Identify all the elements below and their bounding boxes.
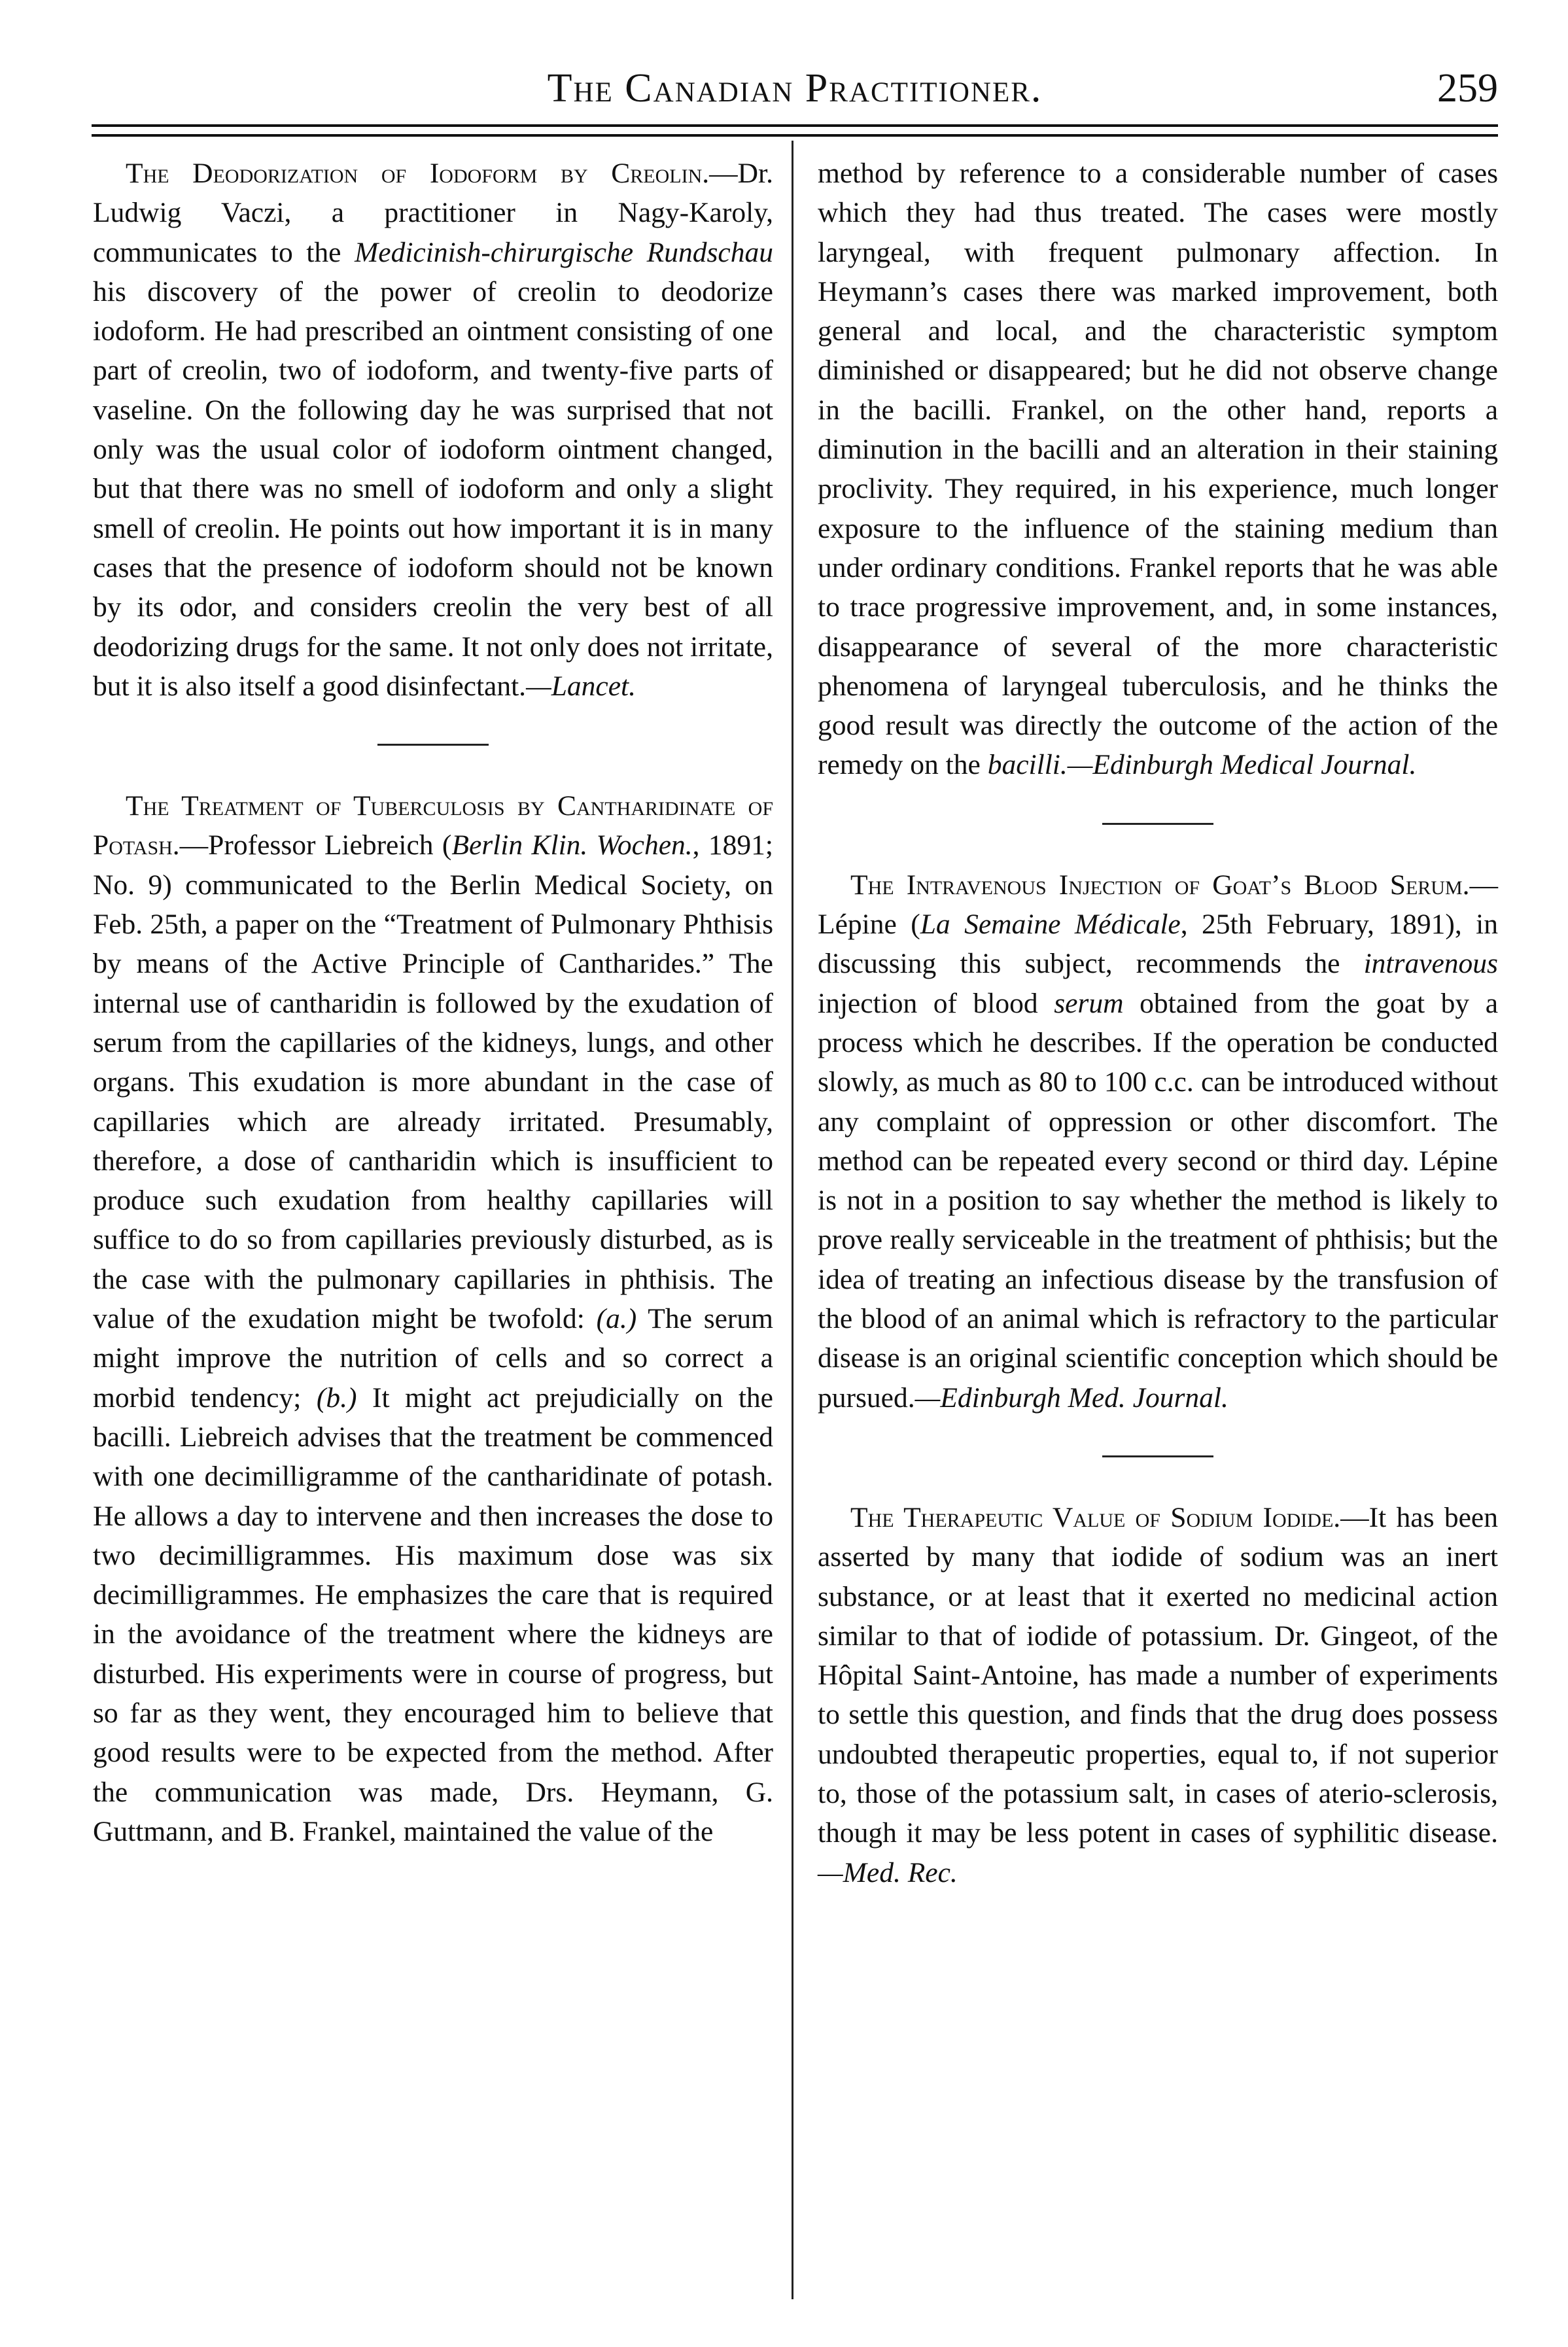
italic-word: bacilli. — [987, 749, 1068, 781]
article-tuberculosis-continued — [818, 154, 1498, 785]
article-goat-blood-serum — [818, 865, 1498, 1417]
article-paragraph — [93, 786, 773, 1851]
article-text: —Dr. Ludwig Vaczi, a practitioner in Nagy-Karoly, communicates to the — [93, 158, 773, 268]
header-rule-top — [92, 124, 1498, 127]
section-separator — [1102, 1455, 1213, 1457]
article-title: The Intravenous Injection of Goat’s Blood Serum. — [850, 869, 1470, 901]
article-text: his discovery of the power of creolin to deodorize iodoform. He had prescribed an ointment consisting of one part of creolin, two of iodoform, and twenty-five parts of vaseline. On the following day he was surprised that not only was the usual color of iodoform ointment changed, but that there was no smell of iodoform and only a slight smell of creolin. He points out how important it is in many cases that the presence of iodoform should not be known by its odor, and considers creolin the very best of all deodorizing drugs for the same. It not only does not irritate, but it is also itself a good disinfectant. — [93, 275, 773, 702]
left-column — [93, 154, 773, 1851]
article-paragraph — [93, 154, 773, 706]
article-source: —Edinburgh Medical Journal. — [1067, 749, 1417, 781]
italic-word: intravenous — [1363, 948, 1498, 980]
article-title: The Treatment of Tuberculosis by Cantharidinate of Potash. — [93, 790, 773, 861]
article-title: The Therapeutic Value of Sodium Iodide. — [850, 1501, 1341, 1533]
section-separator — [377, 744, 489, 746]
article-text: —Lépine ( — [818, 869, 1498, 941]
article-source: —Lancet. — [526, 670, 636, 702]
article-text: injection of blood — [818, 987, 1054, 1019]
list-marker-a: (a.) — [596, 1303, 637, 1335]
article-text: method by reference to a considerable number of cases which they had thus treated. The cases were mostly laryngeal, with frequent pulmonary affection. In Heymann’s cases there was marked improvement, both general and local, and the characteristic symptom diminished or disappeared; but he did not observe change in the bacilli. Frankel, on the other hand, reports a diminution in the bacilli and an alteration in their staining proclivity. They required, in his experience, much longer exposure to the influence of the staining medium than under ordinary conditions. Frankel reports that he was able to trace progressive improvement, and, in some instances, disappearance of several of the more characteristic phenomena of laryngeal tuberculosis, and he thinks the good result was directly the outcome of the action of the remedy on the — [818, 158, 1498, 781]
right-column — [818, 154, 1498, 1892]
page-number: 259 — [1437, 66, 1498, 111]
article-tuberculosis-cantharidinate — [93, 786, 773, 1851]
article-text: , 25th February, 1891), in discussing this subject, recommends the — [818, 909, 1498, 980]
article-paragraph — [818, 1498, 1498, 1892]
article-text: The serum might improve the nutrition of cells and so correct a morbid tendency; — [93, 1303, 774, 1414]
article-sodium-iodide — [818, 1498, 1498, 1892]
journal-name: Medicinish-chirurgische Rundschau — [355, 236, 773, 268]
article-text: It might act prejudicially on the bacilli. Liebreich advises that the treatment be commenced with one decimilligramme of the cantharidinate of potash. He allows a day to intervene and then increases the dose to two decimilligrammes. His maximum dose was six decimilligrammes. He emphasizes the care that is required in the avoidance of the treatment where the kidneys are disturbed. His experiments were in course of progress, but so far as they went, they encouraged him to believe that good results were to be expected from the method. After the communication was made, Drs. Heymann, G. Guttmann, and B. Frankel, maintained the value of the — [93, 1382, 773, 1847]
header-rule-bottom — [92, 134, 1498, 137]
section-separator — [1102, 823, 1213, 825]
article-deodorization-iodoform — [93, 154, 773, 706]
italic-word: serum — [1054, 987, 1124, 1019]
article-text: obtained from the goat by a process which he describes. If the operation be conducted slowly, as much as 80 to 100 c.c. can be introduced without any complaint of oppression or other discomfort. The method can be repeated every second or third day. Lépine is not in a position to say whether the method is likely to prove really serviceable in the treatment of phthisis; but the idea of treating an infectious disease by the transfusion of the blood of an animal which is refractory to the particular disease is an original scientific conception which should be pursued. — [818, 987, 1499, 1414]
article-text: , 1891; No. 9) communicated to the Berlin Medical Society, on Feb. 25th, a paper on the “Treatment of Pulmonary Phthisis by means of the Active Principle of Cantharides.” The internal use of cantharidin is followed by the exudation of serum from the capillaries of the kidneys, lungs, and other organs. This exudation is more abundant in the case of capillaries which are already irritated. Presumably, therefore, a dose of cantharidin which is insufficient to produce such exudation from healthy capillaries will suffice to do so from capillaries previously disturbed, as is the case with the pulmonary capillaries in phthisis. The value of the exudation might be twofold: — [93, 829, 773, 1335]
list-marker-b: (b.) — [316, 1382, 357, 1414]
column-divider — [792, 141, 793, 2299]
article-paragraph — [818, 865, 1498, 1417]
citation: La Semaine Médicale — [920, 909, 1181, 941]
article-text: —Professor Liebreich ( — [179, 829, 452, 861]
running-title: The Canadian Practitioner. — [547, 66, 1043, 111]
article-title: The Deodorization of Iodoform by Creolin. — [126, 158, 710, 189]
article-paragraph — [818, 154, 1498, 785]
article-text: —It has been asserted by many that iodide of sodium was an inert substance, or at least that it exerted no medicinal action similar to that of iodide of potassium. Dr. Gingeot, of the Hôpital Saint-Antoine, has made a number of experiments to settle this question, and finds that the drug does possess undoubted therapeutic properties, equal to, if not superior to, those of the potassium salt, in cases of aterio-sclerosis, though it may be less potent in cases of syphilitic disease. — [818, 1501, 1498, 1849]
article-source: —Med. Rec. — [818, 1856, 958, 1888]
article-source: —Edinburgh Med. Journal. — [915, 1382, 1228, 1414]
citation: Berlin Klin. Wochen. — [451, 829, 693, 861]
